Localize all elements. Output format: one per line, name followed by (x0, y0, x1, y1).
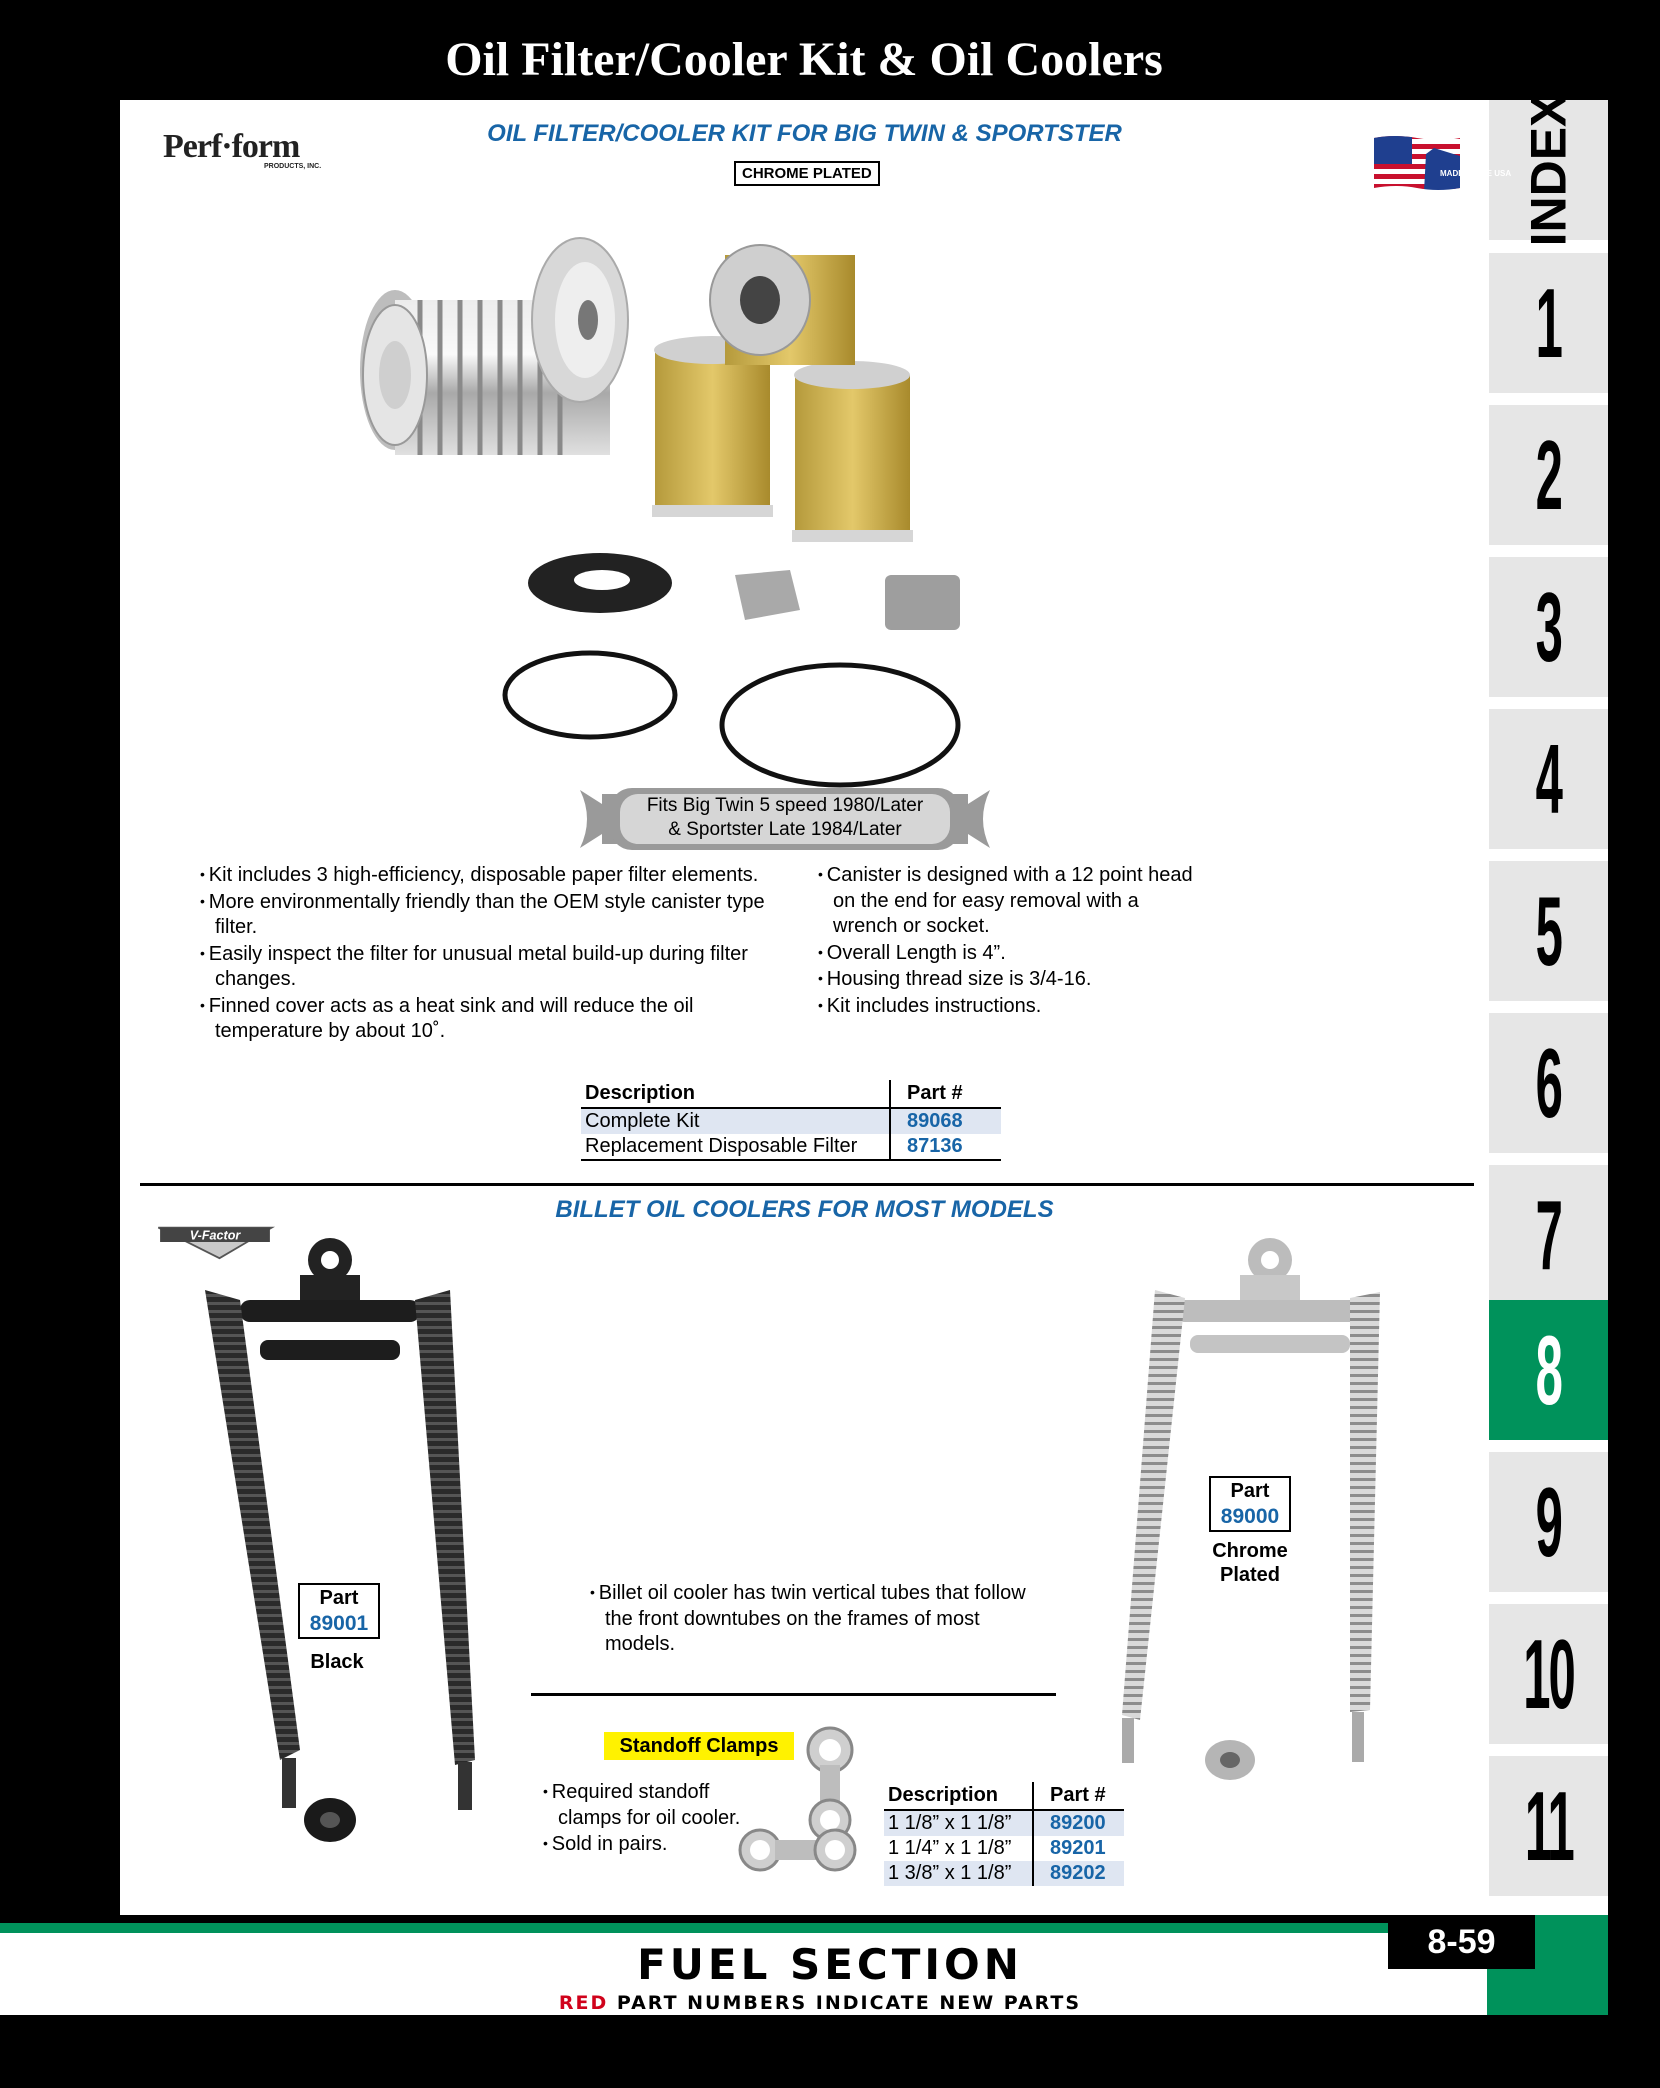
part-89001-box (298, 1583, 380, 1639)
feature-item: • Finned cover acts as a heat sink and will reduce the oil temperature by about 10˚. (200, 993, 780, 1045)
tab-3[interactable] (1489, 557, 1608, 697)
section-title-oil-coolers: BILLET OIL COOLERS FOR MOST MODELS (555, 1196, 1054, 1223)
table-cell-description: 1 1/4” x 1 1/8” (888, 1837, 1012, 1859)
table-cell-description: 1 1/8” x 1 1/8” (884, 1810, 1033, 1836)
black-oil-cooler-photo (160, 1230, 520, 1850)
feature-item: • More environmentally friendly than the OEM style canister type filter. (200, 889, 780, 941)
section-title-filter-kit: OIL FILTER/COOLER KIT FOR BIG TWIN & SPORTSTER (487, 120, 1122, 147)
table-header: Part # (890, 1080, 1001, 1108)
footer-note-red: RED (558, 1992, 609, 2014)
part-89000-box (1209, 1476, 1291, 1532)
table-cell-part[interactable]: 87136 (890, 1134, 1001, 1160)
standoff-clamps-label: Standoff Clamps (604, 1732, 794, 1760)
feature-item: • Kit includes instructions. (818, 993, 1198, 1020)
standoff-clamp-features (543, 1779, 763, 1858)
part-finish-line: Chrome (1212, 1540, 1288, 1562)
part-label: Part (319, 1587, 359, 1609)
tab-4[interactable] (1489, 709, 1608, 849)
filter-kit-features-right (818, 862, 1198, 1019)
feature-item: • Required standoff clamps for oil cooler. (543, 1779, 763, 1831)
filter-kit-parts-table (581, 1080, 1001, 1161)
paper-filter (710, 245, 855, 365)
perfform-logo: Perf·form (163, 128, 300, 165)
tab-label: 2 (1535, 419, 1562, 530)
footer-green-rule (0, 1923, 1608, 1933)
chrome-disc (532, 238, 628, 402)
fitment-line: & Sportster Late 1984/Later (668, 819, 902, 840)
tab-8[interactable] (1489, 1300, 1608, 1440)
tab-label: 3 (1535, 571, 1562, 682)
table-row (884, 1836, 1124, 1861)
footer-note (0, 1992, 1640, 2014)
table-cell-part[interactable]: 89201 (1033, 1836, 1124, 1861)
threaded-fitting (885, 575, 960, 630)
page-number: 8-59 (1388, 1915, 1535, 1969)
section-divider (140, 1183, 1474, 1186)
black-standoff-fitting (304, 1798, 356, 1842)
chrome-plated-badge: CHROME PLATED (734, 161, 880, 186)
table-row (884, 1861, 1124, 1886)
filter-kit-features-left (200, 862, 780, 1045)
feature-item: • Canister is designed with a 12 point head on the end for easy removal with a wrench or socket. (818, 862, 1198, 940)
tab-label: 6 (1535, 1027, 1562, 1138)
table-header: Description (884, 1782, 1033, 1810)
feature-item: • Easily inspect the filter for unusual metal build-up during filter changes. (200, 941, 780, 993)
table-row (581, 1134, 1001, 1160)
table-cell-part[interactable]: 89202 (1033, 1861, 1124, 1886)
perfform-logo-sub: PRODUCTS, INC. (264, 163, 322, 170)
oil-cooler-features (590, 1580, 1050, 1658)
table-header: Description (581, 1080, 890, 1108)
part-finish-chrome (1195, 1539, 1305, 1587)
part-label: Part (1230, 1480, 1270, 1502)
tab-label: 8 (1535, 1314, 1562, 1425)
filter-kit-photo (340, 225, 1240, 800)
feature-item: • Overall Length is 4”. (818, 940, 1198, 967)
tab-label: 9 (1535, 1466, 1562, 1577)
tab-11[interactable] (1489, 1756, 1608, 1896)
table-cell-description: Replacement Disposable Filter (585, 1135, 858, 1157)
tab-label: 7 (1535, 1179, 1562, 1290)
tab-7[interactable] (1489, 1165, 1608, 1305)
tab-6[interactable] (1489, 1013, 1608, 1153)
table-header: Part # (1033, 1782, 1124, 1810)
tab-label: 5 (1535, 875, 1562, 986)
fitment-text (620, 794, 950, 842)
tab-label: 11 (1524, 1770, 1573, 1881)
table-cell-part[interactable]: 89068 (890, 1108, 1001, 1134)
made-in-usa-flag-icon (1374, 134, 1512, 192)
part-finish-black: Black (310, 1651, 364, 1673)
tab-1[interactable] (1489, 253, 1608, 393)
tab-label: 1 (1535, 267, 1562, 378)
feature-item: • Sold in pairs. (543, 1831, 763, 1858)
standoff-clamp (808, 1728, 852, 1840)
hex-nut (735, 570, 800, 620)
table-row (581, 1108, 1001, 1134)
flag-text: MADE IN THE USA (1440, 169, 1512, 178)
paper-filter (792, 361, 913, 542)
vfactor-logo-text: V-Factor (189, 1228, 241, 1243)
section-divider (531, 1693, 1056, 1696)
page-title: Oil Filter/Cooler Kit & Oil Coolers (445, 33, 1163, 86)
table-header-row (884, 1782, 1124, 1810)
tab-5[interactable] (1489, 861, 1608, 1001)
table-header-row (581, 1080, 1001, 1108)
part-number[interactable]: 89000 (1220, 1505, 1280, 1528)
part-finish-line: Plated (1219, 1564, 1281, 1586)
tab-label: INDEX (1520, 93, 1577, 247)
tab-2[interactable] (1489, 405, 1608, 545)
tab-9[interactable] (1489, 1452, 1608, 1592)
tab-label: 10 (1523, 1618, 1574, 1729)
table-row (884, 1810, 1124, 1836)
footer-note-rest: PART NUMBERS INDICATE NEW PARTS (608, 1992, 1082, 2014)
standoff-clamp-parts-table (884, 1782, 1124, 1886)
o-ring (722, 665, 958, 785)
feature-item: • Billet oil cooler has twin vertical tubes that follow the front downtubes on the frames of most models. (590, 1580, 1050, 1658)
tab-label: 4 (1535, 723, 1562, 834)
o-ring (505, 653, 675, 737)
footer-section-title: FUEL SECTION (637, 1940, 1023, 1989)
tab-rail (1487, 93, 1608, 1915)
fitment-line: Fits Big Twin 5 speed 1980/Later (646, 795, 924, 816)
table-cell-description: 1 3/8” x 1 1/8” (884, 1861, 1033, 1886)
part-number[interactable]: 89001 (309, 1612, 369, 1635)
feature-item: • Kit includes 3 high-efficiency, disposable paper filter elements. (200, 862, 780, 889)
feature-item: • Housing thread size is 3/4-16. (818, 966, 1198, 993)
table-cell-part[interactable]: 89200 (1033, 1810, 1124, 1836)
table-cell-description: Complete Kit (581, 1108, 890, 1134)
tab-10[interactable] (1489, 1604, 1608, 1744)
chrome-standoff-fitting (1205, 1740, 1255, 1780)
